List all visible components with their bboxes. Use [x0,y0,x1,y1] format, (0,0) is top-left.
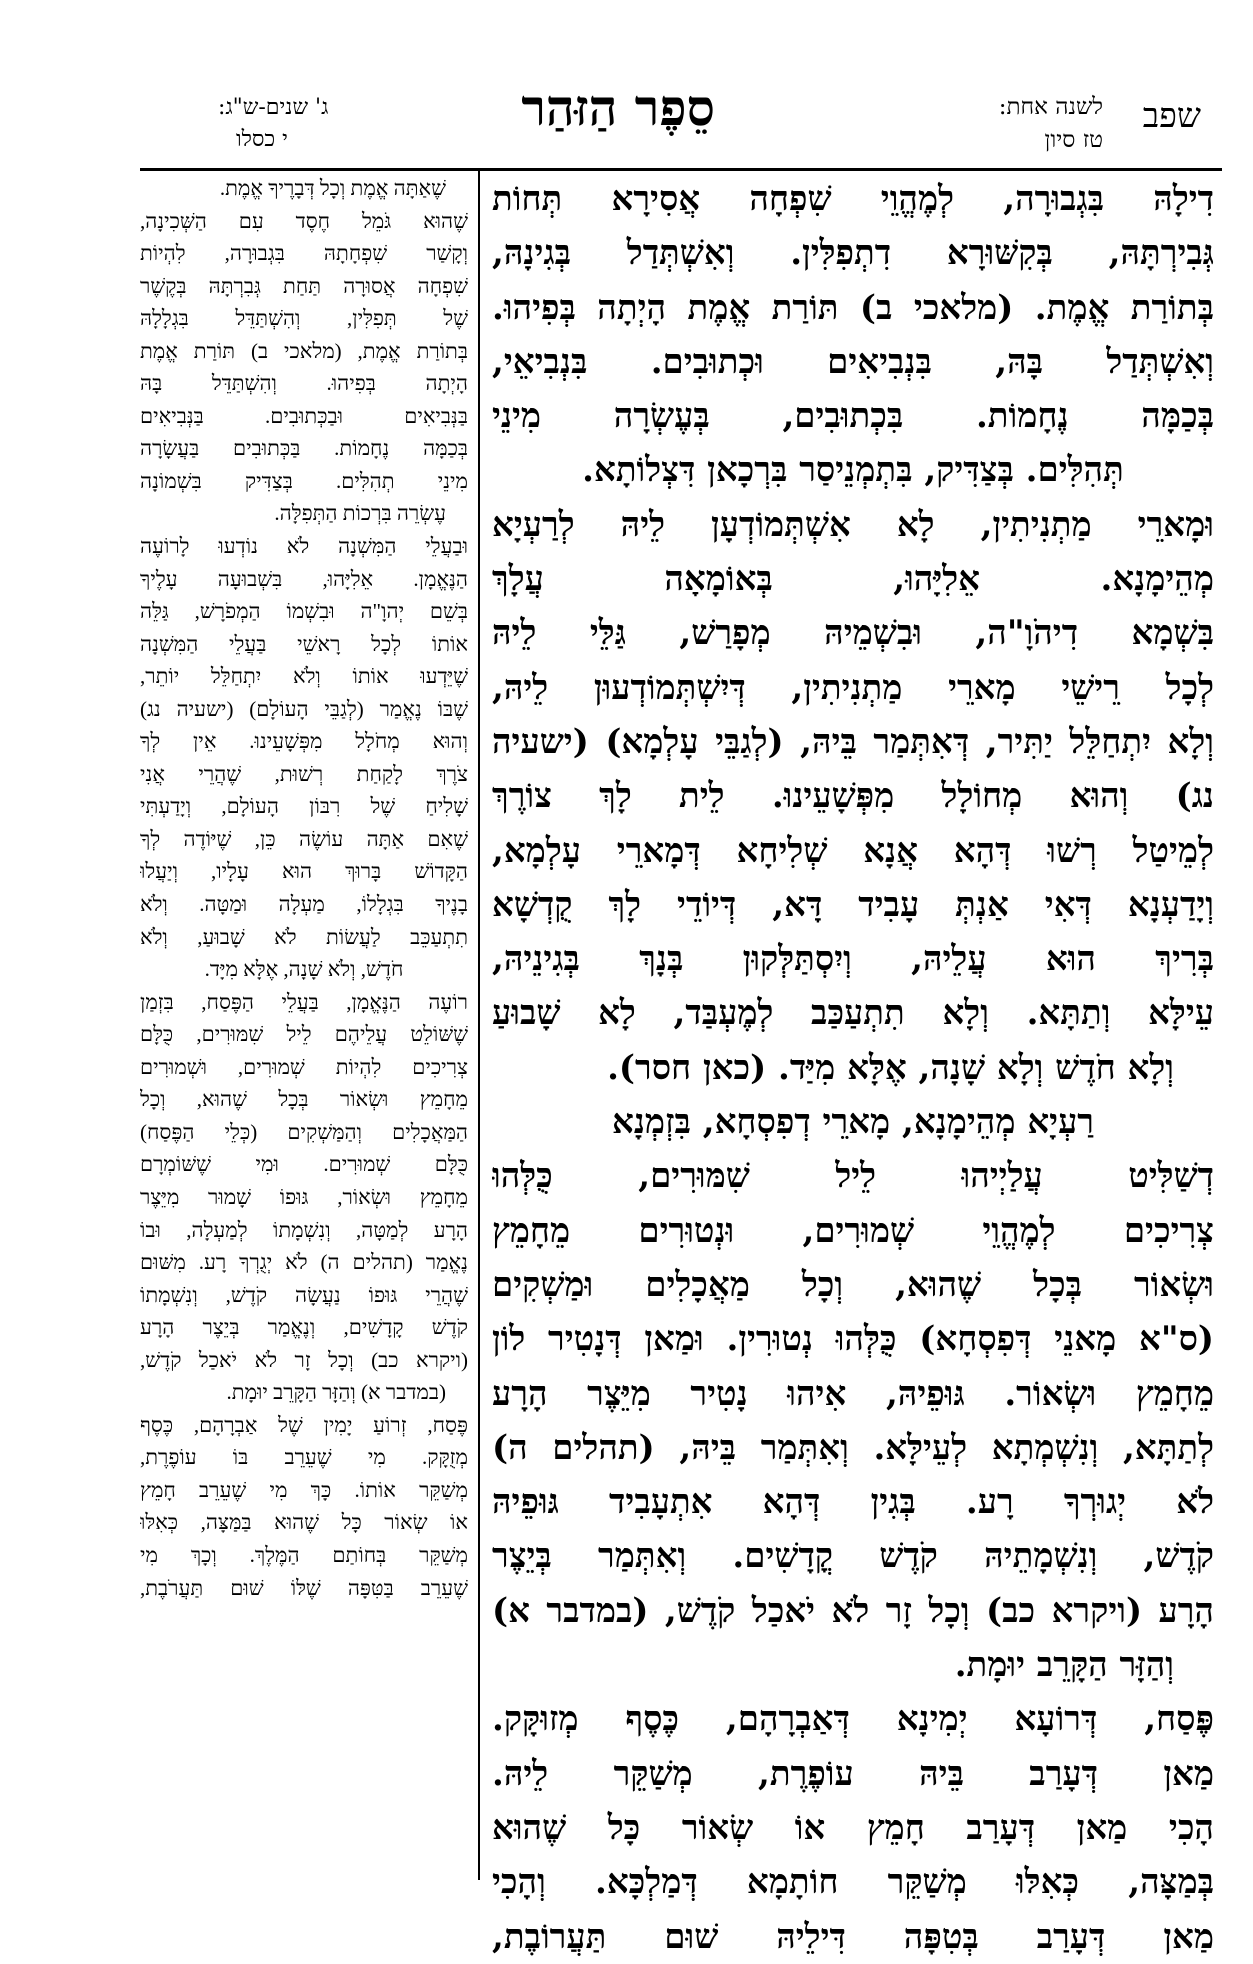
translation-line: חֹדֶשׁ, וְלֹא שָׁנָה, אֶלָּא מִיָּד. [204,957,404,982]
main-text-line: מֵחָמֵץ וּשְׂאוֹר. גּוּפֵיהּ, אִיהוּ נָטִיר מִיֵּצֶר הָרָע [492,1373,1214,1414]
translation-line: שֶׁשּׁוֹלֵט עֲלֵיהֶם לֵיל שִׁמּוּרִים, כֻּלָּם [140,1022,468,1047]
main-text-line: הָכִי מַאן דְּעָרַב חָמֵץ אוֹ שְׂאוֹר כָּל שֶׁהוּא [492,1807,1214,1848]
main-text-line: פֶּסַח, דְּרוֹעָא יְמִינָא דְּאַבְרָהָם, כֶּסֶף מְזוּקָּק. [492,1699,1214,1740]
column-divider [478,168,480,1880]
main-text-column [492,172,1214,1964]
translation-line: מְזֻקָּק. מִי שֶׁעֵרֵב בּוֹ עוֹפֶרֶת, [140,1445,468,1470]
translation-line: עֶשְׂרֵה בִּרְכוֹת הַתְּפִלָּה. [274,501,446,526]
translation-line: אוֹ שְׂאוֹר כָּל שֶׁהוּא בַּמַּצָּה, כְּאִלּוּ [140,1510,468,1535]
translation-line: וְהוּא מְחֹלָל מִפְּשָׁעֵינוּ. אֵין לְךָ [140,729,468,754]
translation-line: בַּנְּבִיאִים וּבַכְּתוּבִים. בַּנְּבִיאִים [140,403,468,428]
main-text-line: בְּתוֹרַת אֱמֶת. (מלאכי ב) תּוֹרַת אֱמֶת הָיְתָה בְּפִיהוּ. [492,287,1214,328]
main-text-line: וְלָא חֹדֶשׁ וְלָא שָׁנָה, אֶלָּא מִיַּד. (כאן חסר). [607,1047,1174,1088]
translation-line: שִׁפְחָה אֲסוּרָה תַּחַת גְּבִרְתָּהּ בְּקֶשֶׁר [140,273,468,298]
main-text-line: דִילָהּ בִּגְבוּרָה, לְמֶהֱוֵי שִׁפְחָה אֲסִירָא תְּחוֹת [492,179,1214,219]
main-text-line: מַאן דְּעָרַב בְּטִפָּה דִּילֵיהּ שׁוּם תַּעֲרוֹבֶת, [492,1916,1214,1957]
main-text-line: וְלָא יִתְחַלֵּל יַתִּיר, דְּאִתְּמַר בֵּיהּ, (לְגַבֵּי עָלְמָא) (ישעיה [492,721,1214,762]
main-text-line: וּשְׂאוֹר בְּכָל שֶׁהוּא, וְכָל מַאֲכָלִים וּמַשְׁקִים [492,1264,1214,1305]
main-text-line: דְשַׁלִּיט עֲלַיְיהוּ לֵיל שִׁמּוּרִים, כֻּלְּהוּ [492,1156,1214,1197]
three-year-cycle-label: ג' שנים-ש"ג: [218,95,329,120]
translation-line: מֵחָמֵץ וּשְׂאוֹר בְּכָל שֶׁהוּא, וְכָל [140,1087,468,1112]
main-text-line: הָרָע (ויקרא כב) וְכָל זָר לֹא יֹאכַל קֹדֶשׁ, (במדבר א) [492,1590,1214,1631]
translation-line: הָרָע לְמַטָּה, וְנִשְׁמָתוֹ לְמַעְלָה, וּבוֹ [140,1217,468,1242]
translation-line: מִינֵי תְהִלִּים. בְּצַדִּיק בִּשְׁמוֹנָה [140,468,468,493]
reading-date: טז סיון [1044,127,1103,153]
translation-line: שֶׁבּוֹ נֶאֱמַר (לְגַבֵּי הָעוֹלָם) (ישעיה נג) [140,696,468,721]
translation-line: וּבַעֲלֵי הַמִּשְׁנָה לֹא נוֹדְעוּ לָרוֹעֶה [140,534,468,559]
translation-line: צְרִיכִים לִהְיוֹת שְׁמוּרִים, וּשְׁמוּרִים [140,1054,468,1079]
translation-line: הַקָּדוֹשׁ בָּרוּךְ הוּא עָלָיו, וְיַעֲלוּ [140,859,468,884]
book-title: סֵפֶר הַזּהַר [521,78,715,137]
page-number: שפב [1142,96,1201,136]
translation-line: קֹדֶשׁ קָדָשִׁים, וְנֶאֱמַר בְּיֵצֶר הָרָע [140,1315,468,1340]
translation-line: שֶׁאַתָּה אֱמֶת וְכָל דְּבָרֶיךָ אֱמֶת. [219,176,446,200]
main-text-line: גְּבִירְתָּהּ, בְּקִשּׁוּרָא דִתְפִלִּין. וְאִשְׁתְּדַל בְּגִינָהּ, [492,233,1214,274]
translation-line: (ויקרא כב) וְכָל זָר לֹא יֹאכַל קֹדֶשׁ, [140,1347,468,1372]
translation-line: שֶׁהוּא גֹּמֵל חֶסֶד עִם הַשְּׁכִינָה, [140,208,468,233]
translation-line: בְּתוֹרַת אֱמֶת, (מלאכי ב) תּוֹרַת אֱמֶת [140,338,468,363]
main-text-line: וְאִשְׁתְּדַל בָּהּ, בִּנְבִיאִים וּכְתוּבִים. בִּנְבִיאֵי, [492,341,1214,382]
main-text-line: לֹא יְגוּרְךָ רָע. בְּגִין דְּהָא אִתְעָבִיד גּוּפֵיהּ [492,1482,1214,1523]
main-text-line: מְהֵימָנָא. אֵלִיָּהוּ, בְּאוֹמָאָה עֲלָךְ [492,559,1214,600]
translation-line: בָנֶיךָ בִּגְלָלוֹ, מַעְלָה וּמַטָּה. וְלֹא [140,892,468,917]
translation-column [140,172,468,1604]
translation-line: פֶּסַח, זְרוֹעַ יָמִין שֶׁל אַבְרָהָם, כֶּסֶף [140,1412,468,1437]
translation-line: צֹרֶךְ לָקַחַת רְשׁוּת, שֶׁהֲרֵי אֲנִי [140,761,468,786]
translation-line: שָׁלִיחַ שֶׁל רִבּוֹן הָעוֹלָם, וְיָדַעְתִּי [140,794,468,819]
translation-line: מְשַׁקֵּר אוֹתוֹ. כָּךְ מִי שֶׁעֵרֵב חָמֵץ [140,1477,468,1502]
reading-cycle-label: לשנה אחת: [998,94,1103,120]
translation-line: תִתְעַכֵּב לַעֲשׂוֹת לֹא שָׁבוּעַ, וְלֹא [140,924,468,949]
main-text-line: צְרִיכִים לְמֶהֱוֵי שְׁמוּרִים, וּנְטוּרִים מֵחָמֵץ [492,1210,1214,1251]
main-text-line: (ס"א מָאנֵי דְּפִסְחָא) כֻּלְּהוּ נְטוּרִין. וּמַאן דְּנָטִיר לוֹן [492,1319,1214,1360]
main-text-line: תְּהִלִּים. בְּצַדִּיק, בִּתְמְנֵיסַר בִּרְכָאן דִּצְלוֹתָא. [582,450,1124,491]
main-text-line: וְיָדַעְנָא דְּאִי אַנְתְּ עָבִיד דָּא, דְּיוֹדֵי לָךְ קֻדְשָׁא [492,884,1214,925]
translation-line: הָיְתָה בְּפִיהוּ. וְהִשְׁתַּדֵּל בָּהּ [140,371,468,396]
translation-line: שֶׁהֲרֵי גּוּפוֹ נַעֲשָׂה קֹדֶשׁ, וְנִשְׁמָתוֹ [140,1282,468,1307]
main-text-line: נג) וְהוּא מְחוֹלָל מִפְּשָׁעֵינוּ. לֵית לָךְ צוֹרֶךְ [492,776,1214,817]
main-text-line: לְמֵיטַל רְשׁוּ דְּהָא אֲנָא שְׁלִיחָא דְּמָארֵי עָלְמָא, [492,830,1214,871]
translation-line: בְּשֵׁם יְהוָ"ה וּבִשְׁמוֹ הַמְפֹרָשׁ, גַּלֵּה [140,599,468,624]
translation-line: נֶאֱמַר (תהלים ה) לֹא יְגֻרְךָ רָע. מִשּׁוּם [140,1250,468,1275]
translation-line: כֻּלָּם שְׁמוּרִים. וּמִי שֶׁשּׁוֹמְרָם [140,1152,468,1177]
main-text-line: רַעְיָא מְהֵימָנָא, מָארֵי דְפִסְחָא, בִּזְמְנָא [611,1102,1095,1143]
main-text-line: בְּכַמָּה נֶחָמוֹת. בִּכְתוּבִים, בְּעֶשְׂרָה מִינֵי [492,396,1214,437]
main-text-line: בִּשְׁמָא דִיהֹוָ"ה, וּבִשְׁמֵיהּ מְפָרַשׁ, גַּלֵּי לֵיהּ [492,613,1214,654]
main-text-line: בְּרִיךְ הוּא עֲלֵיהּ, וְיִסְתַּלְּקוּן בְּנָךְ בְּגִינֵיהּ, [492,939,1214,980]
translation-line: וְקָשַׁר שִׁפְחָתָהּ בִּגְבוּרָה, לִהְיוֹת [140,241,468,266]
translation-line: רוֹעֶה הַנֶּאֱמָן, בַּעֲלֵי הַפֶּסַח, בִּזְמַן [140,989,468,1014]
main-text-line: בְּמַצָּה, כְּאִלּוּ מְשַׁקֵּר חוֹתָמָא דְּמַלְכָּא. וְהָכִי [492,1862,1214,1903]
translation-line: שֶׁאִם אַתָּה עוֹשֶׂה כֵּן, שֶׁיּוֹדֶה לְךָ [140,826,468,851]
header-divider [140,168,1222,171]
translation-line: שֶׁל תְּפִלִּין, וְהִשְׁתַּדֵּל בִּגְלָלָהּ [140,306,468,331]
translation-line: מֵחָמֵץ וּשְׂאוֹר, גּוּפוֹ שָׁמוּר מִיֵּצֶר [140,1184,468,1209]
translation-line: מְשַׁקֵּר בְּחוֹתַם הַמֶּלֶךְ. וְכָךְ מִי [140,1542,468,1567]
translation-line: שֶׁיֵּדְעוּ אוֹתוֹ וְלֹא יִתְחַלֵּל יוֹתֵר, [140,664,468,689]
main-text-line: וּמָארֵי מַתְנִיתִין, לָא אִשְׁתְּמוֹדְעָן לֵיהּ לְרַעְיָא [492,504,1214,545]
translation-line: אוֹתוֹ לְכָל רָאשֵׁי בַּעֲלֵי הַמִּשְׁנָה [140,631,468,656]
translation-line: שֶׁעֵרֵב בַּטִּפָּה שֶׁלּוֹ שׁוּם תַּעֲרֹבֶת, [140,1575,468,1600]
translation-line: (במדבר א) וְהַזָּר הַקָּרֵב יוּמָת. [226,1380,446,1405]
main-text-line: קֹדֶשׁ, וְנִשְׁמָתֵיהּ קֹדֶשׁ קֳדָשִׁים. וְאִתְּמַר בְּיֵצֶר [492,1536,1214,1577]
translation-line: הַמַּאֲכָלִים וְהַמַּשְׁקִים (כְּלֵי הַפֶּסַח) [140,1119,468,1144]
three-year-cycle-date: י כסלו [236,127,288,152]
main-text-line: לְתַתָּא, וְנִשְׁמְתָא לְעֵילָּא. וְאִתְּמַר בֵּיהּ, (תהלים ה) [492,1427,1214,1468]
translation-line: בְּכַמָּה נֶחָמוֹת. בַּכְּתוּבִים בַּעֲשָׂרָה [140,436,468,461]
translation-line: הַנֶּאֱמָן. אֵלִיָּהוּ, בִּשְׁבוּעָה עָלֶיךָ [140,566,468,591]
main-text-line: וְהַזָּר הַקָּרֵב יוּמָת. [954,1645,1174,1686]
main-text-line: מַאן דְּעָרַב בֵּיהּ עוֹפֶרֶת, מְשַׁקֵּר לֵיהּ. [492,1753,1214,1794]
main-text-line: עֵילָּא וְתַתָּא. וְלָא תִתְעַכַּב לְמֶעְבַּד, לָא שָׁבוּעַ [492,993,1214,1034]
main-text-line: לְכָל רֵישֵׁי מָארֵי מַתְנִיתִין, דְּיִשְׁתְּמוֹדְעוּן לֵיהּ, [492,667,1214,708]
